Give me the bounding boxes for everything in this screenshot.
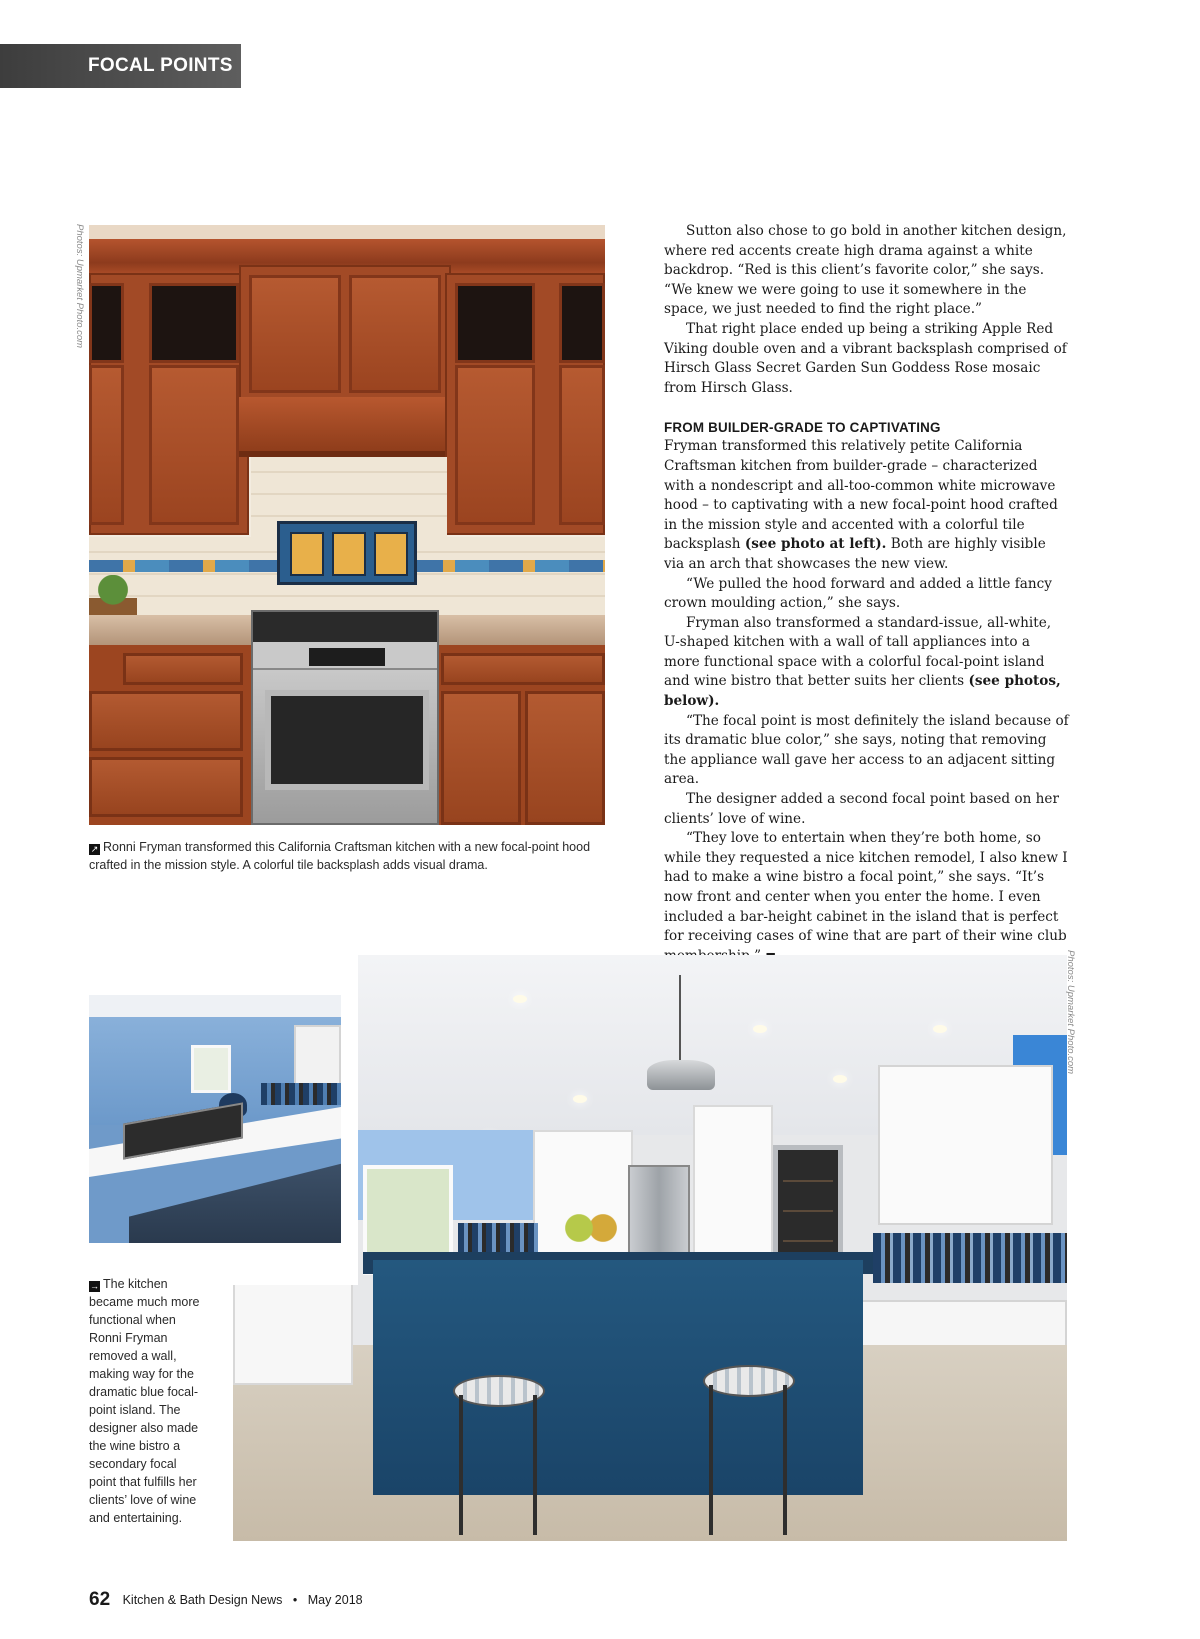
range-oven [251, 610, 439, 825]
caption-top-text: Ronni Fryman transformed this California Craftsman kitchen with a new focal-point hood crafted in the mission style. A colorful tile backsplash adds visual drama. [89, 840, 591, 872]
arrow-up-icon: ↗ [90, 844, 99, 854]
article-paragraph: “The focal point is most definitely the island because of its dramatic blue color,” she says, noting that removing the appliance wall gave her access to an adjacent sitting area. [664, 712, 1069, 788]
blue-kitchen-cooktop-photo [83, 989, 347, 1249]
caption-bottom-text: The kitchen became much more functional when Ronni Fryman removed a wall, making way for the dramatic blue focal-point island. The designer also made the wine bistro a secondary focal point that fulfills her clients’ love of wine and entertaining. [89, 1277, 200, 1525]
footer-separator: • [292, 1593, 298, 1607]
issue-date: May 2018 [307, 1593, 363, 1607]
bar-stool [703, 1285, 795, 1485]
article-paragraph: That right place ended up being a striking Apple Red Viking double oven and a vibrant backsplash comprised of Hirsch Glass Secret Garden Sun Goddess Rose mosaic from Hirsch Glass. [664, 320, 1067, 396]
article-paragraph: Fryman transformed this relatively petite California Craftsman kitchen from builder-grade – characterized with a nondescript and all-too-common white microwave hood – to captivating with a new focal-point hood crafted in the mission style and accented with a colorful tile backsplash (see photo at left). Both are highly visible via an arch that showcases the new view. [664, 438, 1058, 572]
bar-stool [453, 1285, 545, 1485]
photo-reference: (see photos, below). [664, 673, 1061, 710]
section-tab [0, 44, 241, 88]
article-paragraph: “We pulled the hood forward and added a little fancy crown moulding action,” she says. [664, 575, 1052, 612]
section-label: FOCAL POINTS [88, 55, 233, 76]
page-number: 62 [89, 1589, 111, 1610]
article-paragraph: Fryman also transformed a standard-issue, all-white, U-shaped kitchen with a wall of tall appliances into a more functional space with a colorful focal-point island and wine bistro that better suits her clients (see photos, below). [664, 614, 1061, 710]
pendant-light [647, 1060, 715, 1090]
caption-top [89, 838, 609, 874]
arrow-right-icon: → [90, 1281, 99, 1291]
page-footer [89, 1589, 363, 1611]
caption-bottom [89, 1275, 204, 1527]
article-paragraph: “They love to entertain when they’re both home, so while they requested a nice kitchen remodel, I also knew I had to make a wine bistro a focal point,” she says. “It’s now front and center when you enter the home. I even included a bar-height cabinet in the island that is perfect for receiving cases of wine that are part of their wine club [664, 829, 1069, 966]
magazine-name: Kitchen & Bath Design News [122, 1593, 283, 1607]
photo-credit-bottom: Photos: Upmarket Photo.com [1065, 950, 1076, 1075]
blue-island-kitchen-photo [233, 955, 1067, 1541]
photo-reference: (see photo at left). [744, 536, 887, 553]
tile-backsplash-panel [277, 521, 417, 585]
photo-credit-top: Photos: Upmarket Photo.com [74, 224, 85, 349]
article-subheading: FROM BUILDER-GRADE TO CAPTIVATING [664, 420, 941, 436]
article-paragraph: Sutton also chose to go bold in another kitchen design, where red accents create high drama against a white backdrop. “Red is this client’s favorite color,” she says. “We knew we were going to use it somewhere in the space, we just needed to find the right place.” [664, 223, 1067, 318]
article-body [664, 222, 1069, 966]
craftsman-kitchen-photo [89, 225, 605, 825]
article-paragraph: The designer added a second focal point based on her clients’ love of wine. [664, 791, 1059, 827]
